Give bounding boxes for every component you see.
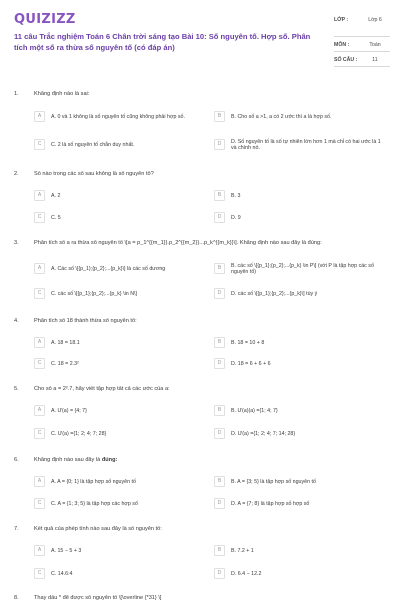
option-text: D. 6.4 − 12.2 [231, 570, 262, 577]
option-text: A. 2 [51, 192, 61, 199]
count-label: SỐ CÂU : [334, 57, 358, 63]
answer-option-c[interactable] [34, 209, 210, 227]
option-letter-badge: D [214, 212, 225, 223]
option-text: C. Ư(a) ={1; 2; 4; 7; 28} [51, 430, 107, 437]
answer-option-a[interactable] [34, 187, 210, 205]
option-letter-badge: A [34, 337, 45, 348]
question-number: 1. [14, 91, 19, 97]
answer-option-c[interactable] [34, 136, 210, 154]
option-letter-badge: B [214, 111, 225, 122]
question-number: 3. [14, 240, 19, 246]
option-text: B. A = {3; 5} là tập hợp số nguyên tố [231, 478, 316, 485]
question-text: Kết quả của phép tính nào sau đây là số nguyên tố: [34, 526, 162, 532]
option-text: B. 3 [231, 192, 241, 199]
answer-option-a[interactable] [34, 473, 210, 491]
option-text: A. 15 − 5 + 3 [51, 547, 82, 554]
answer-option-d[interactable] [214, 355, 390, 373]
answer-option-c[interactable] [34, 355, 210, 373]
answer-option-c[interactable] [34, 285, 210, 303]
option-text: B. 18 = 10 + 8 [231, 339, 265, 346]
question-text [34, 457, 384, 465]
question-number: 2. [14, 171, 19, 177]
question-text: Số nào trong các số sau không là số nguyên tố? [34, 171, 154, 177]
option-text: D. Số nguyên tố là số tự nhiên lớn hơn 1 mà chỉ có hai ước là 1 và chính nó. [231, 138, 381, 151]
option-text: C. 18 = 2.3² [51, 360, 79, 367]
question-number: 8. [14, 595, 19, 600]
class-value: Lớp 6 [368, 17, 382, 23]
option-letter-badge: C [34, 428, 45, 439]
page-title: 11 câu Trắc nghiệm Toán 6 Chân trời sáng tạo Bài 10: Số nguyên tố. Hợp số. Phân tích một số ra thừa số nguyên tố (có đáp án) [14, 32, 311, 52]
question-text: Khẳng định nào là sai: [34, 91, 90, 97]
answer-option-b[interactable] [214, 108, 390, 126]
option-letter-badge: C [34, 568, 45, 579]
option-text: A. 0 và 1 không là số nguyên tố cũng không phải hợp số. [51, 113, 185, 120]
option-text: C. các số \[{p_1};{p_2};...{p_k} \in N\] [51, 290, 137, 297]
answer-option-d[interactable] [214, 565, 390, 583]
subject-value: Toán [369, 42, 381, 48]
option-letter-badge: A [34, 545, 45, 556]
answer-option-a[interactable] [34, 402, 210, 420]
answer-option-c[interactable] [34, 425, 210, 443]
question-number: 6. [14, 457, 19, 463]
option-text: B. Ư(a)(a) ={1; 4; 7} [231, 407, 278, 414]
answer-option-c[interactable] [34, 495, 210, 513]
question-number: 5. [14, 386, 19, 392]
option-letter-badge: C [34, 139, 45, 150]
option-text: C. 5 [51, 214, 61, 221]
option-letter-badge: D [214, 288, 225, 299]
option-letter-badge: A [34, 476, 45, 487]
answer-option-a[interactable] [34, 542, 210, 560]
option-letter-badge: A [34, 190, 45, 201]
meta-divider [334, 66, 390, 67]
answer-option-c[interactable] [34, 565, 210, 583]
answer-option-b[interactable] [214, 473, 390, 491]
option-text: D. A = {7; 8} là tập hợp số hợp số [231, 500, 310, 507]
question-text: Phân tích số 18 thành thừa số nguyên tố: [34, 318, 137, 324]
question-text: Cho số a = 2².7, hãy viết tập hợp tất cả các ước của a: [34, 386, 170, 392]
option-text: D. 18 = 6 + 6 + 6 [231, 360, 271, 367]
meta-divider [334, 36, 390, 37]
option-letter-badge: B [214, 545, 225, 556]
answer-option-b[interactable] [214, 187, 390, 205]
option-letter-badge: D [214, 568, 225, 579]
answer-option-d[interactable] [214, 425, 390, 443]
option-text: B. các số \[{p_1};{p_2};...{p_k} \in P\] (với P là tập hợp các số nguyên tố) [231, 262, 374, 275]
question-text: Thay dấu * để được số nguyên tố \[\overline {*31} \] [34, 595, 162, 600]
option-text: D. 9 [231, 214, 241, 221]
option-text: A. 18 = 18.1 [51, 339, 80, 346]
option-letter-badge: D [214, 139, 225, 150]
question-number: 7. [14, 526, 19, 532]
option-letter-badge: B [214, 405, 225, 416]
option-letter-badge: D [214, 498, 225, 509]
question-number: 4. [14, 318, 19, 324]
option-letter-badge: B [214, 190, 225, 201]
class-label: LỚP : [334, 17, 349, 23]
question-text: Phân tích số a ra thừa số nguyên tố \[a = p_1^{{m_1}}.p_2^{{m_2}}...p_k^{{m_k}}\]. Khẳng định nào sau đây là đúng: [34, 240, 322, 246]
option-letter-badge: C [34, 288, 45, 299]
answer-option-d[interactable] [214, 285, 390, 303]
question-text-plain: Khẳng định nào sau đây là [34, 457, 102, 463]
subject-label: MÔN : [334, 42, 350, 48]
option-text: C. A = {1; 3; 5} là tập hợp các hợp số [51, 500, 138, 507]
option-text: A. A = {0; 1} là tập hợp số nguyên tố [51, 478, 136, 485]
answer-option-b[interactable] [214, 402, 390, 420]
option-letter-badge: B [214, 263, 225, 274]
option-letter-badge: B [214, 337, 225, 348]
count-value: 11 [372, 57, 378, 63]
option-letter-badge: A [34, 263, 45, 274]
option-text: B. Cho số a >1, a có 2 ước thì a là hợp số. [231, 113, 332, 120]
option-letter-badge: D [214, 358, 225, 369]
option-letter-badge: C [34, 358, 45, 369]
option-text: C. 14.6:4 [51, 570, 73, 577]
option-text: C. 2 là số nguyên tố chẵn duy nhất. [51, 141, 135, 148]
answer-option-d[interactable] [214, 209, 390, 227]
answer-option-d[interactable] [214, 136, 390, 154]
quizizz-logo: QUIZIZZ [14, 12, 76, 27]
question-text-emphasis: đúng: [101, 457, 118, 463]
answer-option-a[interactable] [34, 334, 210, 352]
option-letter-badge: C [34, 498, 45, 509]
option-text: A. Ư(a) = {4; 7} [51, 407, 87, 414]
answer-option-a[interactable] [34, 260, 210, 278]
answer-option-b[interactable] [214, 260, 390, 278]
answer-option-b[interactable] [214, 542, 390, 560]
meta-divider [334, 51, 390, 52]
answer-option-d[interactable] [214, 495, 390, 513]
option-letter-badge: A [34, 111, 45, 122]
option-text: D. Ư(a) ={1; 2; 4; 7; 14; 28} [231, 430, 296, 437]
option-letter-badge: A [34, 405, 45, 416]
option-letter-badge: B [214, 476, 225, 487]
answer-option-a[interactable] [34, 108, 210, 126]
option-text: A. Các số \[{p_1};{p_2};...{p_k}\] là các số dương [51, 265, 166, 272]
option-letter-badge: D [214, 428, 225, 439]
option-letter-badge: C [34, 212, 45, 223]
answer-option-b[interactable] [214, 334, 390, 352]
option-text: B. 7.2 + 1 [231, 547, 254, 554]
option-text: D. các số \[{p_1};{p_2};...{p_k}\] tùy ý [231, 290, 318, 297]
